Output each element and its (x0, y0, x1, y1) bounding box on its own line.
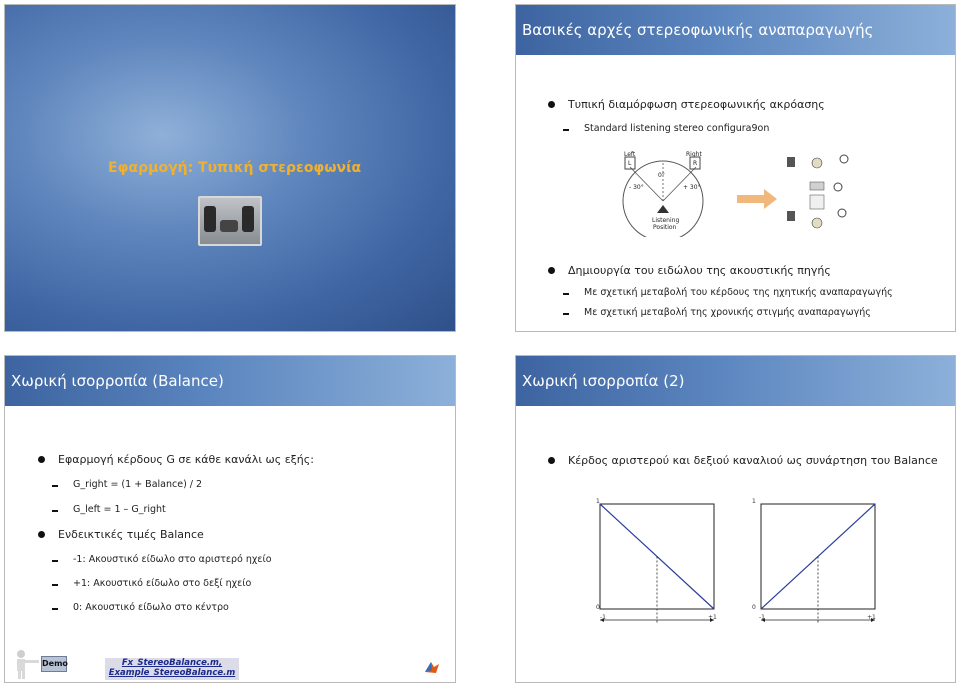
diagram-minus30-label: - 30° (629, 184, 644, 191)
demo-label: Demo (41, 656, 67, 672)
sub-bullet-plus-one: +1: Ακουστικό είδωλο στο δεξί ηχείο (73, 578, 251, 589)
amplifier-icon (220, 220, 238, 232)
slide-header (516, 356, 955, 406)
slide-4-title: Χωρική ισορροπία (2) (522, 372, 685, 390)
tick-label-plus-one: +1 (708, 614, 717, 621)
bullet-gain-formula: Εφαρμογή κέρδους G σε κάθε κανάλι ως εξής: (58, 453, 314, 466)
slide-2-title: Βασικές αρχές στερεοφωνικής αναπαραγωγής (522, 21, 874, 39)
diagram-left-label: Left (624, 151, 636, 158)
tick-label-minus-one: -1 (600, 614, 606, 621)
bullet-balance-values: Ενδεικτικές τιμές Balance (58, 528, 204, 541)
device-icon (810, 182, 824, 190)
diagram-right-label: Right (686, 151, 702, 158)
chart-gain-left (588, 496, 728, 626)
sub-bullet-standard-config: Standard listening stereo configura9on (584, 123, 769, 134)
slide-balance-gains (515, 355, 956, 683)
tick-label-plus-one: +1 (867, 614, 876, 621)
sub-bullet-gleft: G_left = 1 – G_right (73, 504, 166, 515)
diagram-zero-label: 0° (658, 172, 665, 179)
listener-icon (812, 158, 822, 168)
slide-header (516, 5, 955, 55)
demo-files-link[interactable] (105, 658, 239, 680)
chart-gain-right (749, 496, 889, 626)
mic-icon (838, 209, 846, 217)
file-link-1[interactable]: Fx_StereoBalance.m, (121, 658, 223, 668)
arrow-icon (737, 189, 777, 209)
diagram-position-label: Position (653, 224, 677, 231)
presenter-figure-icon (11, 648, 41, 680)
file-link-2[interactable]: Example_StereoBalance.m (108, 668, 236, 678)
mic-icon (834, 183, 842, 191)
tick-label-minus-one: -1 (759, 614, 765, 621)
sub-bullet-gright: G_right = (1 + Balance) / 2 (73, 479, 202, 490)
slide-3-title: Χωρική ισορροπία (Balance) (11, 372, 224, 390)
listener-icon (812, 218, 822, 228)
device-icon (810, 195, 824, 209)
speaker-icon (787, 211, 795, 221)
tick-label-0: 0 (752, 604, 756, 611)
mic-icon (840, 155, 848, 163)
sub-bullet-gain: Με σχετική μεταβολή του κέρδους της ηχητικής αναπαραγωγής (584, 287, 893, 298)
demo-badge[interactable] (11, 648, 69, 680)
sub-bullet-zero: 0: Ακουστικό είδωλο στο κέντρο (73, 602, 229, 613)
sub-bullet-time: Με σχετική μεταβολή της χρονικής στιγμής αναπαραγωγής (584, 307, 871, 318)
diagram-r-label: R (693, 160, 698, 167)
speaker-icon (787, 157, 795, 167)
tick-label-1: 1 (752, 498, 756, 505)
diagram-plus30-label: + 30° (683, 184, 701, 191)
diagram-l-label: L (628, 160, 632, 167)
slide-header (5, 356, 455, 406)
slide-balance (4, 355, 456, 683)
bullet-image-creation: Δημιουργία του ειδώλου της ακουστικής πηγής (568, 264, 831, 277)
matlab-logo-icon (423, 658, 441, 676)
slide-1-title: Εφαρμογή: Τυπική στερεοφωνία (108, 160, 362, 176)
bullet-gain-vs-balance: Κέρδος αριστερού και δεξιού καναλιού ως συνάρτηση του Balance (568, 454, 938, 467)
diagram-listening-label: Listening (652, 217, 680, 224)
sub-bullet-minus-one: -1: Ακουστικό είδωλο στο αριστερό ηχείο (73, 554, 272, 565)
slide-stereo-basics (515, 4, 956, 332)
right-speaker-icon (242, 206, 254, 232)
stereo-speakers-image (198, 196, 262, 246)
bullet-listening-config: Τυπική διαμόρφωση στερεοφωνικής ακρόασης (568, 98, 825, 111)
tick-label-0: 0 (596, 604, 600, 611)
listener-head-icon (657, 205, 669, 213)
stereo-setup-diagram (612, 147, 852, 237)
left-speaker-icon (204, 206, 216, 232)
slide-title-card (4, 4, 456, 332)
tick-label-1: 1 (596, 498, 600, 505)
